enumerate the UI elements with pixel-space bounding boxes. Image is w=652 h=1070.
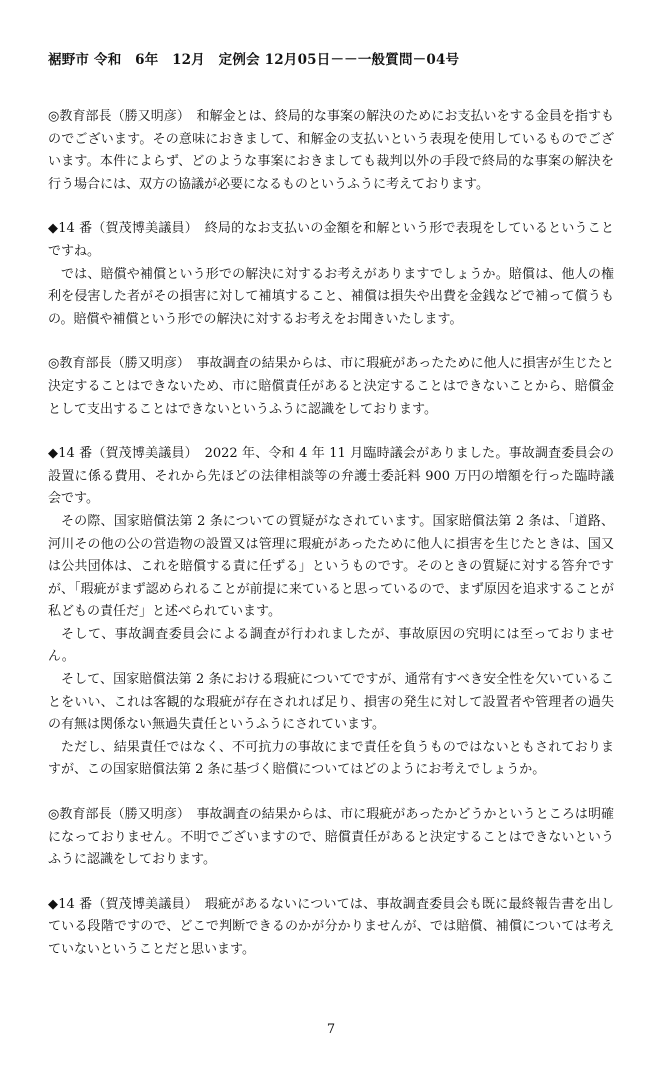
statement-block [48, 443, 614, 782]
statement-text: 瑕疵があるないについては、事故調査委員会も既に最終報告書を出している段階ですので、どこで判断できるのかが分かりませんが、では賠償、補償については考えていないということだと思います。 [48, 896, 614, 957]
statement-text: 終局的なお支払いの金額を和解という形で表現をしているということですね。 [48, 221, 614, 259]
statement-paragraph [48, 218, 614, 263]
speaker-label: ◎教育部長（勝又明彦） [48, 356, 184, 372]
statement-paragraph: その際、国家賠償法第 2 条についての質疑がなされています。国家賠償法第 2 条は、「道路、河川その他の公の営造物の設置又は管理に瑕疵があったために他人に損害を生じたときは、国又は公共団体は、これを賠償する責に任ずる」というものです。そのときの質疑に対する答弁ですが、「瑕疵がまず認められることが前提に来ていると思っているので、まず原因を追求することが私どもの責任だ」と述べられています。 [48, 513, 614, 620]
statement-block [48, 804, 614, 872]
statement-text: 事故調査の結果からは、市に瑕疵があったかどうかというところは明確になっておりません。不明でございますので、賠償責任があると決定することはできないというふうに認識をしております。 [48, 807, 615, 868]
minutes-content [48, 106, 614, 984]
statement-paragraph: そして、国家賠償法第 2 条における瑕疵についてですが、通常有すべき安全性を欠いていることをいい、これは客観的な瑕疵が存在されれば足り、損害の発生に対して設置者や管理者の過失の有無は関係ない無過失責任というふうにされています。 [48, 672, 614, 733]
statement-paragraph: そして、事故調査委員会による調査が行われましたが、事故原因の究明には至っておりません。 [48, 626, 614, 665]
statement-paragraph [48, 106, 614, 196]
statement-block [48, 894, 614, 962]
statement-paragraph: ただし、結果責任ではなく、不可抗力の事故にまで責任を負うものではないともされておりますが、この国家賠償法第 2 条に基づく賠償についてはどのようにお考えでしょうか。 [48, 739, 614, 778]
statement-paragraph: では、賠償や補償という形での解決に対するお考えがありますでしょうか。賠償は、他人の権利を侵害した者がその損害に対して補填すること、補償は損失や出費を金銭などで補って償うもの。賠償や補償という形での解決に対するお考えをお聞きいたします。 [48, 266, 614, 327]
statement-block [48, 218, 614, 331]
statement-paragraph [48, 353, 614, 421]
speaker-label: ◆14 番（賀茂博美議員） [48, 221, 192, 237]
statement-paragraph [48, 894, 614, 962]
document-header-title: 裾野市 令和 6年 12月 定例会 12月05日－－一般質問－04号 [48, 52, 460, 68]
statement-paragraph [48, 443, 614, 511]
statement-text: 事故調査の結果からは、市に瑕疵があったために他人に損害が生じたと決定することはできないため、市に賠償責任があると決定することはできないことから、賠償金として支出することはできないというふうに認識をしております。 [48, 356, 615, 417]
document-page [48, 0, 614, 1070]
speaker-label: ◆14 番（賀茂博美議員） [48, 896, 192, 912]
statement-text: 和解金とは、終局的な事案の解決のためにお支払いをする金員を指すものでございます。その意味におきまして、和解金の支払いという表現を使用しているものでございます。本件によらず、どのような事案におきましても裁判以外の手段で終局的な事案の解決を行う場合には、双方の協議が必要になるものというふうに考えております。 [48, 109, 614, 192]
page-number: 7 [326, 1022, 336, 1037]
statement-paragraph [48, 804, 614, 872]
statement-block [48, 353, 614, 421]
statement-block [48, 106, 614, 196]
speaker-label: ◆14 番（賀茂博美議員） [48, 446, 192, 462]
statement-text: 2022 年、令和 4 年 11 月臨時議会がありました。事故調査委員会の設置に係る費用、それから先ほどの法律相談等の弁護士委託料 900 万円の増額を行った臨時議会です。 [48, 446, 614, 507]
speaker-label: ◎教育部長（勝又明彦） [48, 109, 184, 124]
speaker-label: ◎教育部長（勝又明彦） [48, 807, 184, 823]
